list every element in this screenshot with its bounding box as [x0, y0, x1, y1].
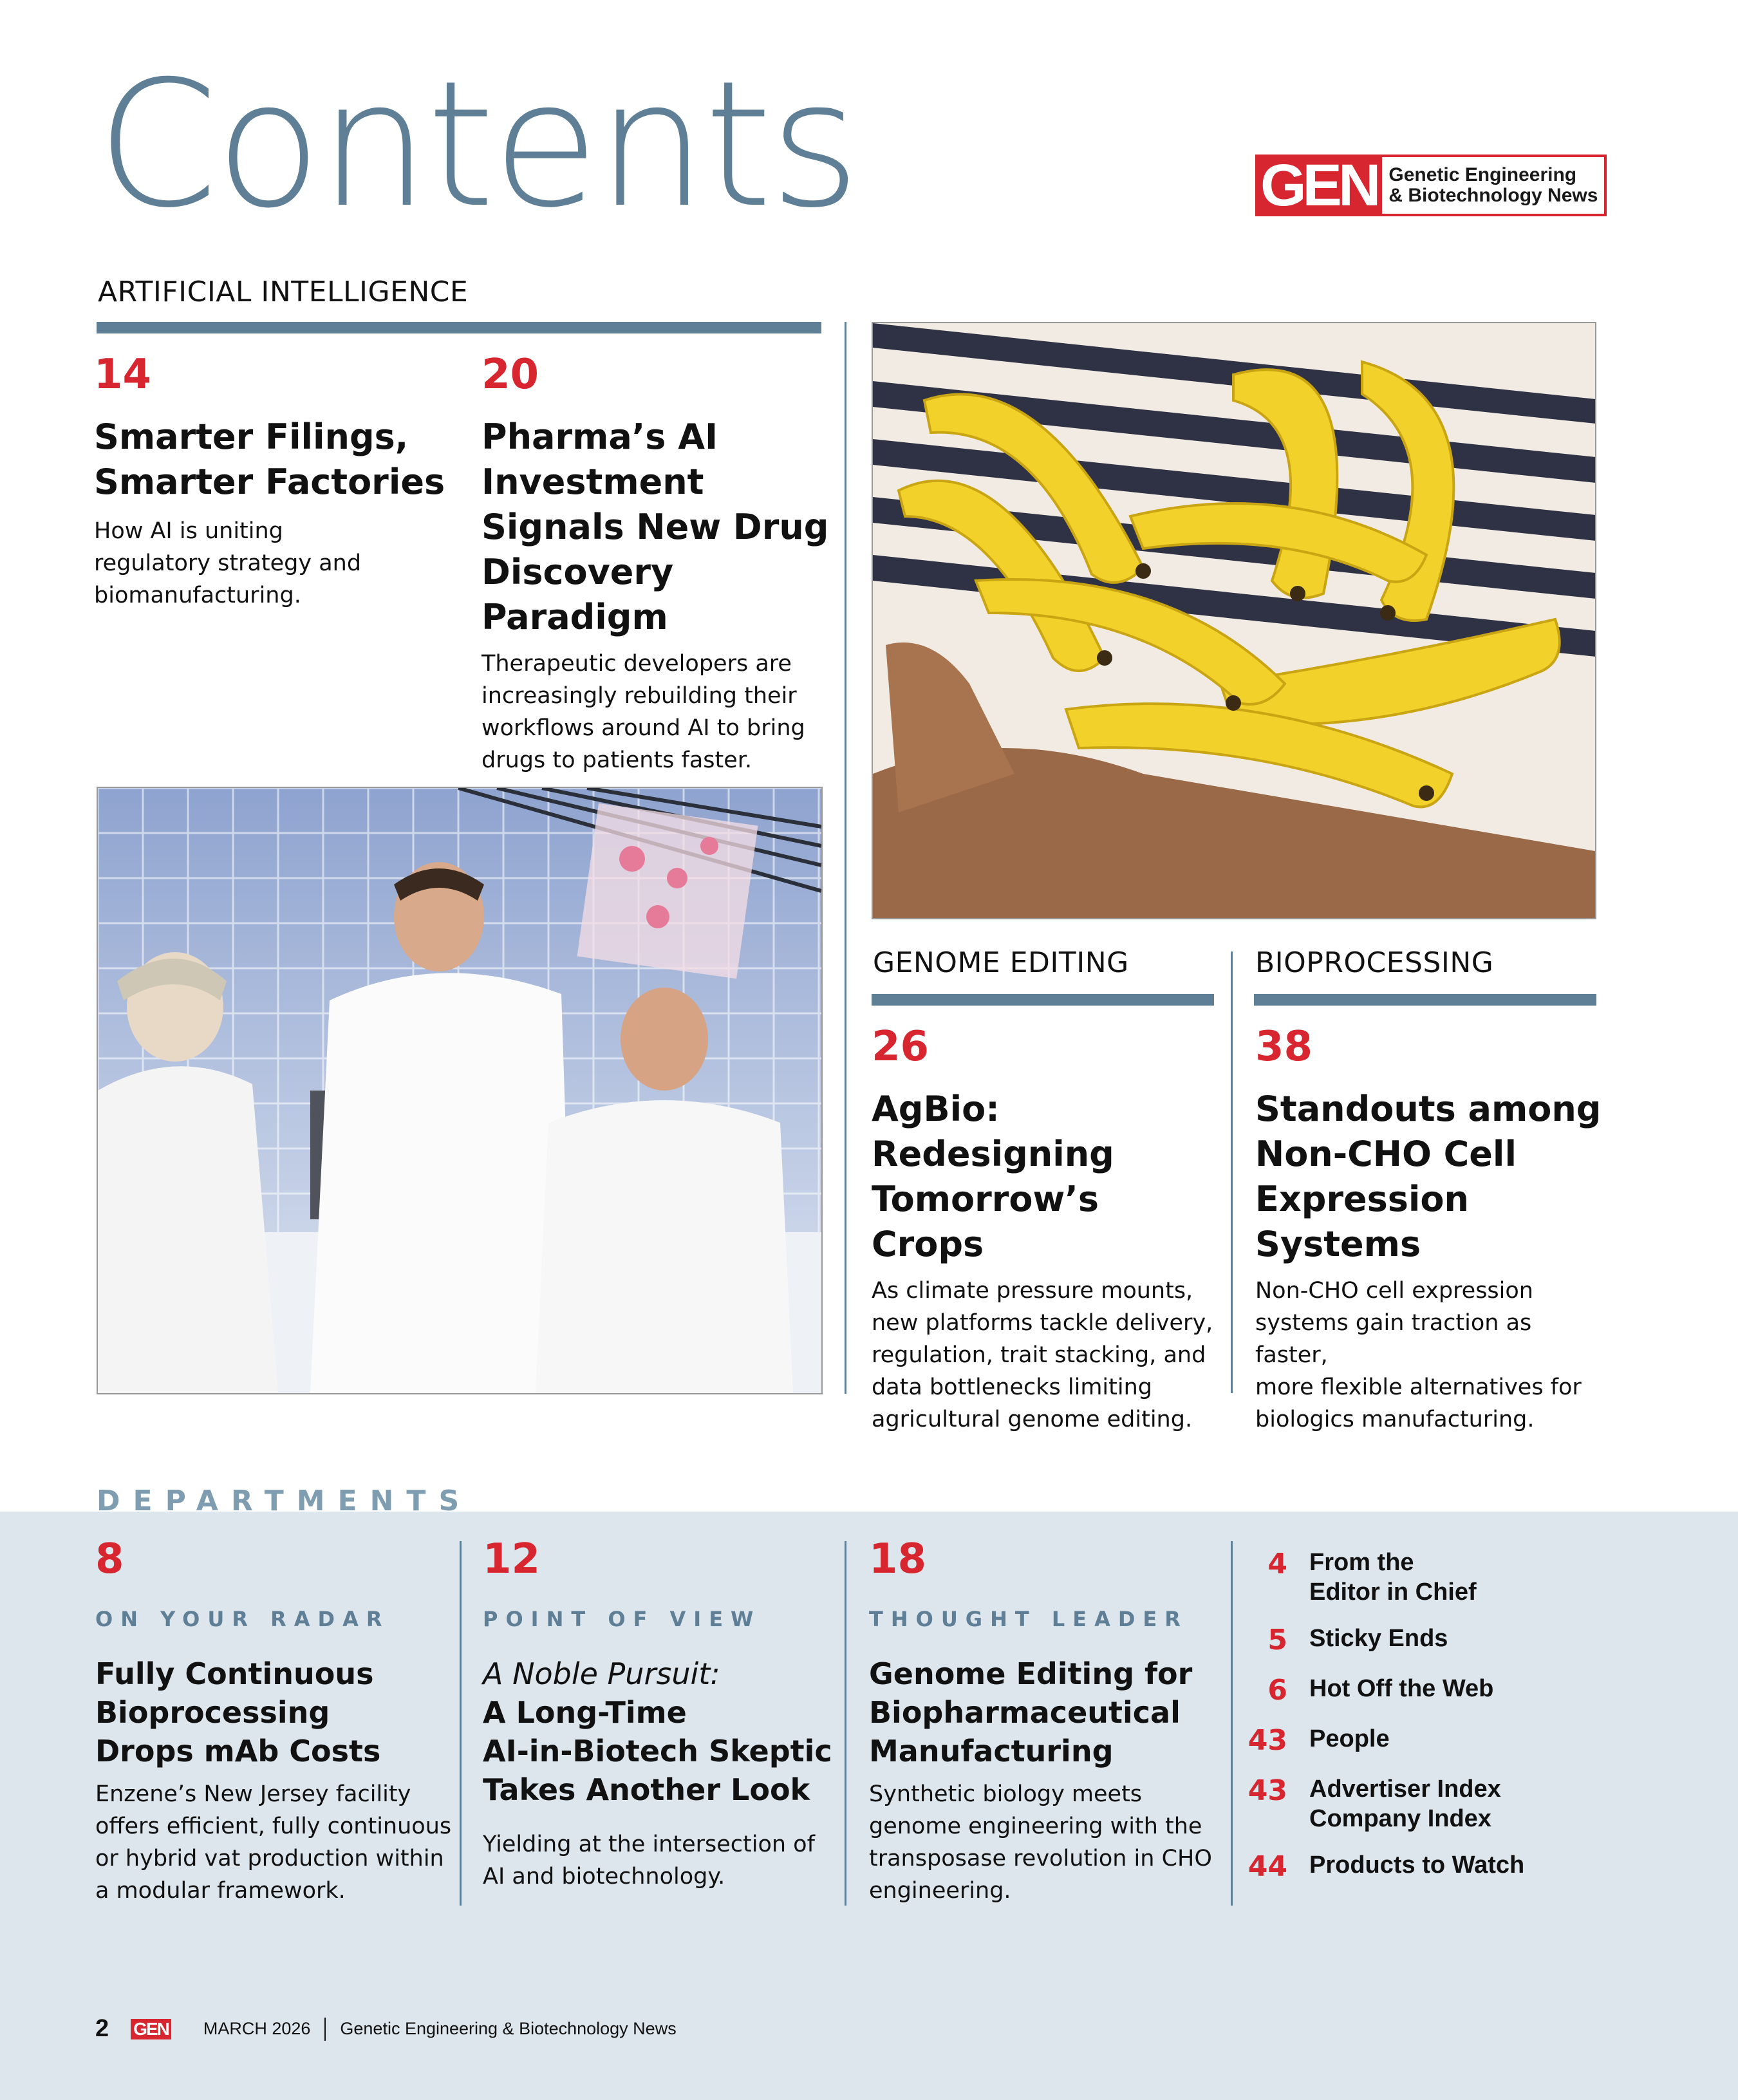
dek-line: Yielding at the intersection of — [483, 1832, 815, 1857]
story-38[interactable] — [1255, 1023, 1603, 1436]
column-divider — [1231, 952, 1233, 1393]
department-on-your-radar[interactable] — [95, 1535, 456, 1907]
dek-line: AI and biotechnology. — [483, 1864, 725, 1889]
story-headline[interactable] — [872, 1087, 1219, 1267]
dek-line: biomanufacturing. — [94, 583, 301, 608]
story-page-number: 26 — [872, 1023, 930, 1071]
dek-line: more flexible alternatives for — [1255, 1374, 1582, 1400]
dek-line: How AI is uniting — [94, 518, 283, 544]
banana-photo[interactable] — [872, 322, 1596, 919]
story-20[interactable] — [481, 351, 829, 776]
dept-dek — [95, 1778, 456, 1907]
section-label-genome-editing: GENOME EDITING — [873, 946, 1129, 979]
dept-kicker: POINT OF VIEW — [483, 1607, 762, 1631]
headline-line: Genome Editing for — [869, 1656, 1193, 1691]
headline-line: Smarter Factories — [94, 462, 445, 502]
gen-logo — [1255, 155, 1607, 216]
headline-line: AgBio: — [872, 1089, 1000, 1129]
index-page-number: 4 — [1267, 1548, 1287, 1580]
headline-line: Smarter Filings, — [94, 417, 409, 457]
bananas-illustration — [873, 323, 1595, 918]
dek-line: Enzene’s New Jersey facility — [95, 1781, 411, 1807]
column-divider — [845, 322, 846, 1394]
dek-line: transposase revolution in CHO — [869, 1846, 1212, 1871]
headline-line: A Long-Time — [483, 1695, 687, 1730]
index-item[interactable] — [1223, 1850, 1584, 1884]
section-label-bioprocessing: BIOPROCESSING — [1255, 946, 1494, 979]
dek-line: regulation, trait stacking, and — [872, 1342, 1206, 1368]
story-page-number: 20 — [481, 351, 539, 398]
dept-page-number: 12 — [483, 1535, 541, 1583]
page-title: Contents — [97, 43, 858, 246]
index-page-number: 5 — [1267, 1624, 1287, 1656]
dek-line: Synthetic biology meets — [869, 1781, 1143, 1807]
headline-line: Manufacturing — [869, 1734, 1114, 1768]
headline-line: Non-CHO Cell — [1255, 1134, 1517, 1174]
dept-page-number: 18 — [869, 1535, 927, 1583]
headline-line: Fully Continuous — [95, 1656, 374, 1691]
headline-line: Investment — [481, 462, 704, 502]
index-label-line: From the — [1309, 1549, 1414, 1576]
dek-line: engineering. — [869, 1878, 1011, 1904]
dek-line: regulatory strategy and — [94, 550, 362, 576]
headline-line: Pharma’s AI — [481, 417, 718, 457]
story-14[interactable] — [94, 351, 454, 612]
story-page-number: 38 — [1255, 1023, 1313, 1071]
story-26[interactable] — [872, 1023, 1219, 1436]
dept-dek — [869, 1778, 1229, 1907]
headline-line: Signals New Drug — [481, 507, 829, 547]
dek-line: data bottlenecks limiting — [872, 1374, 1152, 1400]
story-headline[interactable] — [481, 415, 829, 640]
headline-line: Takes Another Look — [483, 1772, 810, 1807]
index-label — [1309, 1548, 1477, 1607]
index-item[interactable] — [1223, 1674, 1584, 1707]
section-bar-genome-editing — [872, 994, 1214, 1006]
department-index-list — [1223, 1548, 1584, 1884]
index-label: People — [1309, 1725, 1390, 1752]
index-page-number: 6 — [1267, 1674, 1287, 1707]
headline-line: Biopharmaceutical — [869, 1695, 1181, 1730]
story-page-number: 14 — [94, 351, 152, 398]
dek-line: biologics manufacturing. — [1255, 1407, 1535, 1432]
headline-line: Tomorrow’s Crops — [872, 1179, 1099, 1264]
dek-line: genome engineering with the — [869, 1814, 1202, 1839]
index-page-number: 43 — [1247, 1774, 1287, 1807]
dek-line: or hybrid vat production within — [95, 1846, 444, 1871]
story-dek — [94, 515, 454, 612]
index-item[interactable] — [1223, 1624, 1584, 1657]
column-divider — [845, 1541, 846, 1906]
section-bar-bioprocessing — [1254, 994, 1596, 1006]
dek-line: systems gain traction as faster, — [1255, 1310, 1532, 1368]
column-divider — [460, 1541, 462, 1906]
page-footer — [95, 2015, 677, 2043]
lab-scientists-photo[interactable] — [97, 787, 823, 1394]
dept-headline[interactable] — [95, 1655, 456, 1770]
department-point-of-view[interactable] — [483, 1535, 843, 1893]
index-label-line: Company Index — [1309, 1805, 1491, 1832]
headline-line: Discovery Paradigm — [481, 552, 674, 637]
dek-line: Therapeutic developers are — [481, 651, 792, 677]
section-label-ai: ARTIFICIAL INTELLIGENCE — [98, 276, 469, 308]
headline-line: Bioprocessing — [95, 1695, 330, 1730]
index-label: Products to Watch — [1309, 1852, 1525, 1879]
index-item[interactable] — [1223, 1548, 1584, 1607]
dek-line: Non-CHO cell expression — [1255, 1278, 1533, 1304]
headline-line: AI-in-Biotech Skeptic — [483, 1734, 832, 1768]
dept-headline[interactable] — [483, 1693, 843, 1809]
footer-publication-name: Genetic Engineering & Biotechnology News — [340, 2019, 677, 2038]
index-label-line: Advertiser Index — [1309, 1776, 1501, 1803]
dek-line: a modular framework. — [95, 1878, 346, 1904]
dept-headline[interactable] — [869, 1655, 1229, 1770]
section-bar-ai — [97, 322, 821, 333]
footer-issue-date: MARCH 2026 — [203, 2019, 311, 2038]
dek-line: new platforms tackle delivery, — [872, 1310, 1213, 1336]
index-page-number: 44 — [1247, 1850, 1287, 1883]
footer-page-number: 2 — [95, 2015, 109, 2042]
gen-logo-line2: & Biotechnology News — [1388, 185, 1598, 206]
headline-line: Drops mAb Costs — [95, 1734, 381, 1768]
headline-line: Redesigning — [872, 1134, 1114, 1174]
dek-line: agricultural genome editing. — [872, 1407, 1193, 1432]
dept-kicker: THOUGHT LEADER — [869, 1607, 1188, 1631]
index-item[interactable] — [1223, 1724, 1584, 1758]
gen-logo-text — [1382, 155, 1607, 216]
headline-line: Expression Systems — [1255, 1179, 1469, 1264]
dept-italic-title: A Noble Pursuit: — [483, 1656, 720, 1691]
footer-separator — [324, 2018, 326, 2041]
story-dek — [1255, 1275, 1603, 1436]
footer-gen-logo: GEN — [131, 2019, 171, 2039]
index-label-line: Editor in Chief — [1309, 1579, 1477, 1606]
gen-logo-line1: Genetic Engineering — [1388, 164, 1577, 185]
story-headline[interactable] — [1255, 1087, 1603, 1267]
index-page-number: 43 — [1247, 1724, 1287, 1757]
dek-line: workflows around AI to bring — [481, 715, 805, 741]
index-label — [1309, 1774, 1501, 1833]
dek-line: offers efficient, fully continuous — [95, 1814, 452, 1839]
story-dek — [481, 648, 829, 776]
story-dek — [872, 1275, 1219, 1436]
index-item[interactable] — [1223, 1774, 1584, 1833]
lab-scene-illustration — [98, 788, 821, 1393]
story-headline[interactable] — [94, 415, 454, 505]
dept-dek — [483, 1828, 843, 1893]
dek-line: As climate pressure mounts, — [872, 1278, 1193, 1304]
dek-line: drugs to patients faster. — [481, 747, 752, 773]
department-thought-leader[interactable] — [869, 1535, 1229, 1907]
gen-logo-mark: GEN — [1255, 155, 1382, 216]
dek-line: increasingly rebuilding their — [481, 683, 797, 709]
index-label: Hot Off the Web — [1309, 1675, 1494, 1702]
departments-heading: DEPARTMENTS — [97, 1485, 472, 1517]
dept-page-number: 8 — [95, 1535, 124, 1583]
index-label: Sticky Ends — [1309, 1625, 1448, 1652]
dept-kicker: ON YOUR RADAR — [95, 1607, 390, 1631]
headline-line: Standouts among — [1255, 1089, 1602, 1129]
